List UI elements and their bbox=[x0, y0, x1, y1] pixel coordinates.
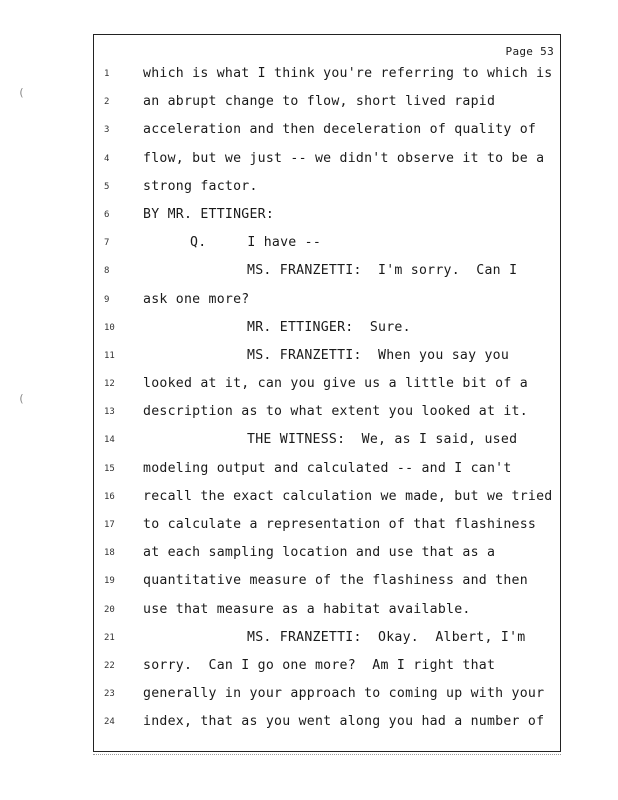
line-number: 17 bbox=[104, 520, 115, 530]
line-number: 9 bbox=[104, 294, 110, 305]
margin-mark: ( bbox=[18, 392, 25, 405]
transcript-line bbox=[94, 426, 560, 454]
line-number: 20 bbox=[104, 604, 115, 615]
line-number: 6 bbox=[104, 209, 110, 220]
line-text: Q. I have -- bbox=[190, 235, 322, 251]
line-number: 21 bbox=[104, 632, 115, 643]
line-number: 18 bbox=[104, 548, 115, 559]
line-number: 12 bbox=[104, 379, 115, 390]
line-text: acceleration and then deceleration of quality of bbox=[143, 122, 537, 138]
transcript-line bbox=[94, 60, 560, 88]
transcript-line bbox=[94, 455, 560, 483]
transcript-line bbox=[94, 342, 560, 370]
line-number: 4 bbox=[104, 153, 110, 164]
line-text: looked at it, can you give us a little bit of a bbox=[143, 376, 528, 392]
line-text: THE WITNESS: We, as I said, used bbox=[247, 432, 518, 448]
line-text: BY MR. ETTINGER: bbox=[143, 206, 275, 222]
transcript-line bbox=[94, 511, 560, 539]
line-number: 16 bbox=[104, 491, 115, 502]
line-text: use that measure as a habitat available. bbox=[143, 601, 471, 617]
line-text: sorry. Can I go one more? Am I right that bbox=[143, 657, 496, 673]
line-number: 13 bbox=[104, 407, 115, 418]
transcript-line bbox=[94, 314, 560, 342]
transcript-line bbox=[94, 596, 560, 624]
transcript-line bbox=[94, 286, 560, 314]
line-text: generally in your approach to coming up with your bbox=[143, 686, 545, 702]
line-text: recall the exact calculation we made, but we tried bbox=[143, 488, 553, 504]
line-number: 8 bbox=[104, 266, 110, 277]
line-number: 7 bbox=[104, 238, 110, 249]
line-number: 2 bbox=[104, 97, 110, 108]
transcript-line bbox=[94, 116, 560, 144]
bottom-rule bbox=[93, 754, 561, 756]
line-number: 10 bbox=[104, 322, 115, 333]
line-text: at each sampling location and use that as a bbox=[143, 545, 496, 561]
line-number: 3 bbox=[104, 125, 110, 136]
transcript-line bbox=[94, 201, 560, 229]
line-text: MS. FRANZETTI: I'm sorry. Can I bbox=[247, 263, 518, 279]
transcript-line bbox=[94, 539, 560, 567]
line-text: quantitative measure of the flashiness and then bbox=[143, 573, 528, 589]
transcript-page bbox=[93, 34, 561, 752]
line-text: MS. FRANZETTI: Okay. Albert, I'm bbox=[247, 629, 526, 645]
margin-mark: ( bbox=[18, 86, 25, 99]
line-number: 14 bbox=[104, 435, 115, 446]
transcript-line bbox=[94, 229, 560, 257]
transcript-lines bbox=[94, 60, 560, 737]
line-text: strong factor. bbox=[143, 178, 258, 194]
transcript-line bbox=[94, 680, 560, 708]
transcript-line bbox=[94, 708, 560, 736]
transcript-line bbox=[94, 398, 560, 426]
line-number: 19 bbox=[104, 576, 115, 587]
line-text: which is what I think you're referring to which is bbox=[143, 66, 553, 81]
line-text: description as to what extent you looked at it. bbox=[143, 404, 528, 420]
line-number: 22 bbox=[104, 660, 115, 671]
transcript-line bbox=[94, 624, 560, 652]
line-number: 1 bbox=[104, 69, 110, 79]
line-text: flow, but we just -- we didn't observe it to be a bbox=[143, 150, 545, 166]
line-text: an abrupt change to flow, short lived rapid bbox=[143, 94, 496, 110]
transcript-line bbox=[94, 652, 560, 680]
line-text: MS. FRANZETTI: When you say you bbox=[247, 347, 510, 363]
transcript-line bbox=[94, 173, 560, 201]
transcript-line bbox=[94, 567, 560, 595]
transcript-line bbox=[94, 145, 560, 173]
line-number: 24 bbox=[104, 717, 115, 728]
line-text: to calculate a representation of that flashiness bbox=[143, 517, 537, 532]
line-number: 11 bbox=[104, 350, 115, 361]
page-number: Page 53 bbox=[505, 45, 554, 58]
line-number: 23 bbox=[104, 689, 115, 700]
line-number: 5 bbox=[104, 181, 110, 192]
line-number: 15 bbox=[104, 463, 115, 474]
transcript-line bbox=[94, 370, 560, 398]
line-text: modeling output and calculated -- and I can't bbox=[143, 460, 512, 476]
line-text: MR. ETTINGER: Sure. bbox=[247, 319, 411, 335]
line-text: ask one more? bbox=[143, 291, 250, 307]
line-text: index, that as you went along you had a number of bbox=[143, 714, 545, 730]
transcript-line bbox=[94, 483, 560, 511]
transcript-line bbox=[94, 88, 560, 116]
transcript-line bbox=[94, 257, 560, 285]
